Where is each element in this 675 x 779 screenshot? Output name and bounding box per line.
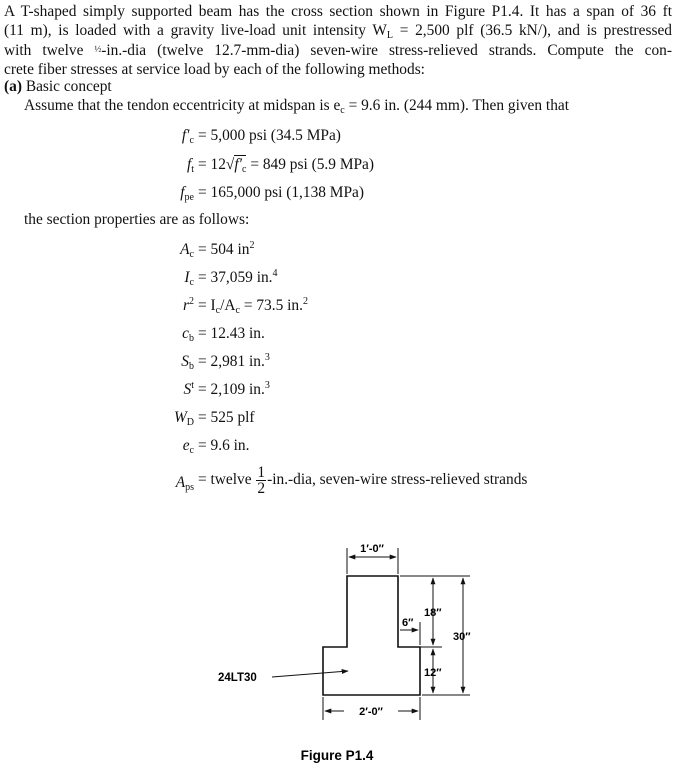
fc-value: = 5,000 psi (34.5 MPa) <box>198 127 341 144</box>
Aps-symbol: $A_{ps}$ <box>175 474 194 493</box>
section-leader <box>272 671 348 677</box>
part-a-title: Basic concept <box>25 78 112 95</box>
section-intro: the section properties are as follows: <box>24 211 250 228</box>
WD-value: = 525 plf <box>198 409 255 426</box>
Aps-value: = twelve $\frac{1}{2}$ -in.-dia, seven-wire stress-relieved strands <box>198 464 528 497</box>
fc-symbol: $f'_c$ <box>181 127 194 146</box>
Ac-symbol: $A_c$ <box>180 241 194 260</box>
Ac-value: = 504 $in^2$ <box>198 240 255 258</box>
r2-symbol: $r^2$ <box>183 296 194 314</box>
section-label: 24LT30 <box>218 672 257 684</box>
part-a-label: (a) <box>4 78 22 95</box>
problem-line-3: with twelve ½-in.-dia (twelve 12.7-mm-dia) seven-wire stress-relieved strands. Compute the con- <box>4 42 672 59</box>
t-section-outline <box>323 576 420 695</box>
ft-symbol: $f_t$ <box>186 156 194 175</box>
dim-30-label: 30″ <box>453 631 471 643</box>
Sb-value: = 2,981 in.$^3$ <box>198 352 270 370</box>
St-value: = 2,109 in.$^3$ <box>198 380 270 398</box>
dim-step-label: 6″ <box>402 617 414 629</box>
St-symbol: $S^t$ <box>183 380 194 398</box>
dim-12-label: 12″ <box>424 667 442 679</box>
Ic-value: = 37,059 in.$^4$ <box>198 268 278 286</box>
Aps-fraction: $\frac{1}{2}$ <box>257 464 266 497</box>
problem-line-2: (11 m), is loaded with a gravity live-load unit intensity $W_L = 2,500$ plf (36.5 kN/), and is prestressed <box>4 22 672 41</box>
dim-bottom-label: 2′-0″ <box>359 706 383 718</box>
problem-line-4: crete fiber stresses at service load by each of the following methods: <box>4 61 425 78</box>
Ic-symbol: $I_c$ <box>184 269 194 288</box>
cb-value: = 12.43 in. <box>198 325 265 342</box>
ec-symbol: $e_c$ <box>182 437 194 456</box>
ec-value: = 9.6 in. <box>198 437 250 454</box>
problem-line-1: A T-shaped simply supported beam has the cross section shown in Figure P1.4. It has a span of 36 ft <box>4 3 672 20</box>
fpe-symbol: $f_{pe}$ <box>180 184 194 203</box>
figure-caption: Figure P1.4 <box>300 748 374 763</box>
fpe-value: = 165,000 psi (1,138 MPa) <box>198 184 365 201</box>
dim-18-label: 18″ <box>424 607 442 619</box>
WD-symbol: $W_D$ <box>173 409 194 428</box>
part-a-intro: Assume that the tendon eccentricity at midspan is $e_c = 9.6$ in. (244 mm). Then given that <box>24 97 569 116</box>
cb-symbol: $c_b$ <box>182 325 194 344</box>
ft-value: = $12√f'_c = 849$ psi (5.9 MPa) <box>198 156 375 175</box>
Sb-symbol: $S_b$ <box>181 353 194 372</box>
r2-value: = $I_c/A_c = 73.5$ in.$^2$ <box>198 296 308 316</box>
dim-top-label: 1′-0″ <box>360 543 384 555</box>
